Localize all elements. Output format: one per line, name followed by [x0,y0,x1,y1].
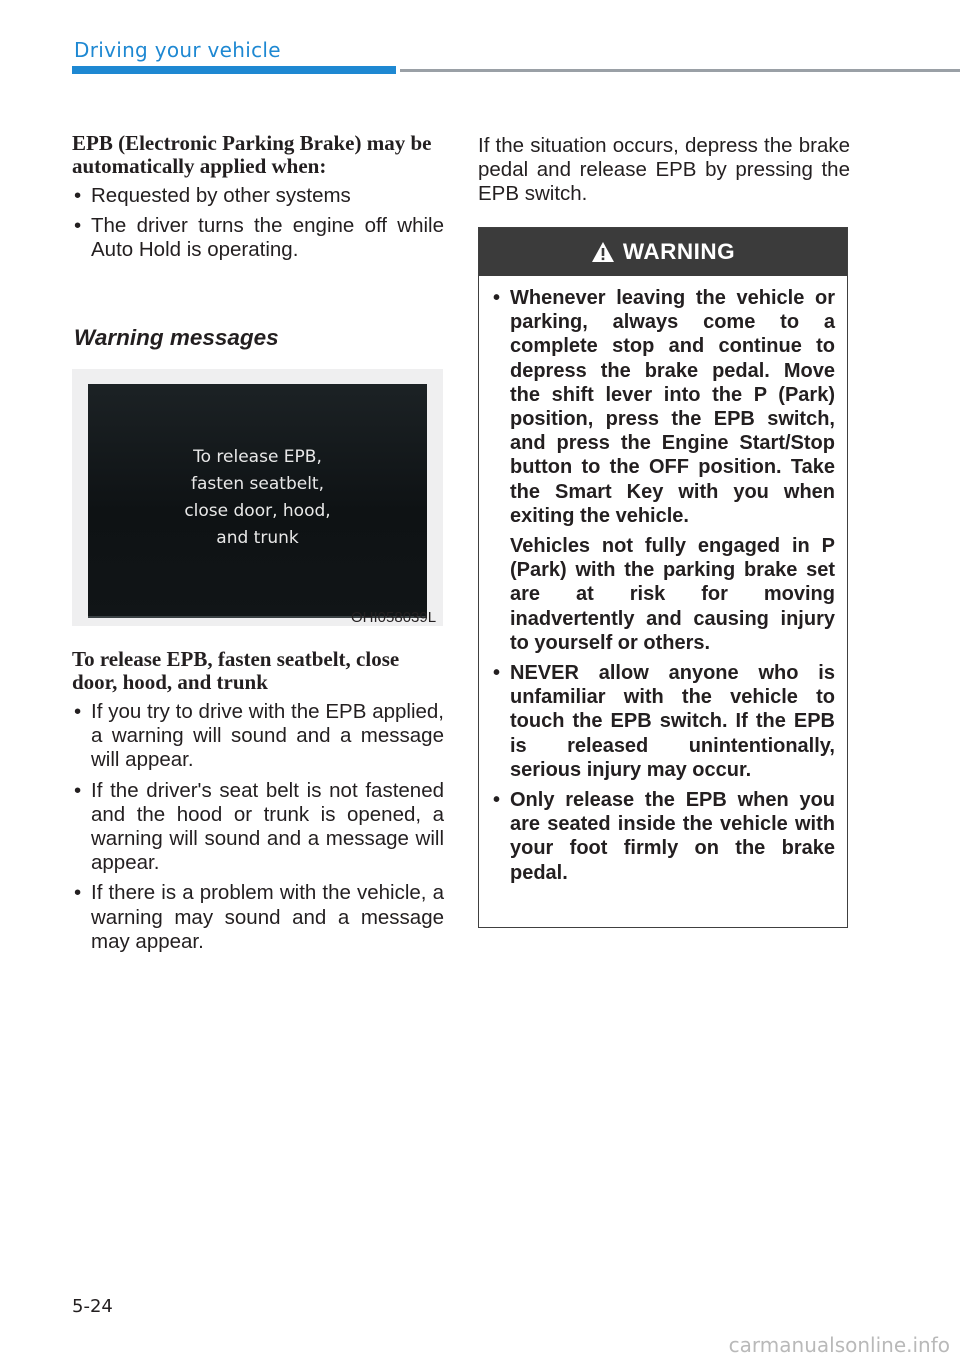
list-item: • If there is a problem with the vehicle, a warning may sound and a message may appear. [72,881,444,954]
cluster-display-image [88,384,427,618]
display-line: and trunk [216,528,299,548]
auto-apply-list [72,184,444,263]
warning-triangle-icon [591,241,615,263]
warning-messages-heading: Warning messages [74,325,279,350]
warning-header [479,228,847,276]
section-title: Driving your vehicle [74,38,281,62]
list-item: • If the driver's seat belt is not fastened and the hood or trunk is opened, a warning will sound and a message will appear. [72,779,444,876]
display-line: To release EPB, [193,447,322,467]
auto-apply-heading: EPB (Electronic Parking Brake) may be automatically applied when: [72,131,432,178]
release-instruction: If the situation occurs, depress the brake pedal and release EPB by pressing the EPB switch. [478,134,850,206]
list-item: • Requested by other systems [72,184,444,208]
warning-box [478,227,848,928]
release-list [72,700,444,954]
warning-label: WARNING [622,239,736,264]
release-heading: To release EPB, fasten seatbelt, close door, hood, and trunk [72,647,400,694]
list-item: • NEVER allow anyone who is unfamiliar with the vehicle to touch the EPB switch. If the EPB is released unintentionally, serious injury may occur. [491,661,835,782]
list-item: • The driver turns the engine off while Auto Hold is operating. [72,214,444,262]
list-item [491,286,835,655]
figure-code: OHI058039L [351,609,437,626]
display-message [88,444,427,552]
warning-list [479,276,847,885]
header-accent-bar [72,66,396,74]
list-item: • Only release the EPB when you are seated inside the vehicle with your foot firmly on the brake pedal. [491,788,835,885]
list-item: • If you try to drive with the EPB applied, a warning will sound and a message will appear. [72,700,444,773]
release-section [72,648,444,954]
display-line: fasten seatbelt, [190,474,324,494]
warning-paragraph: Vehicles not fully engaged in P (Park) with the parking brake set are at risk for moving inadvertently and causing injury to yourself or others. [510,535,835,654]
header-rule [400,69,960,72]
page-number: 5-24 [72,1296,113,1317]
watermark: carmanualsonline.info [728,1333,950,1357]
display-line: close door, hood, [184,501,331,521]
auto-apply-section [72,132,444,263]
warning-paragraph: • Whenever leaving the vehicle or parking, always come to a complete stop and continue to depress the brake pedal. Move the shift lever into the P (Park) position, press the EPB switch, and press the Engine Start/Stop button to the OFF position. Take the Smart Key with you when exiting the vehicle. [510,287,835,527]
